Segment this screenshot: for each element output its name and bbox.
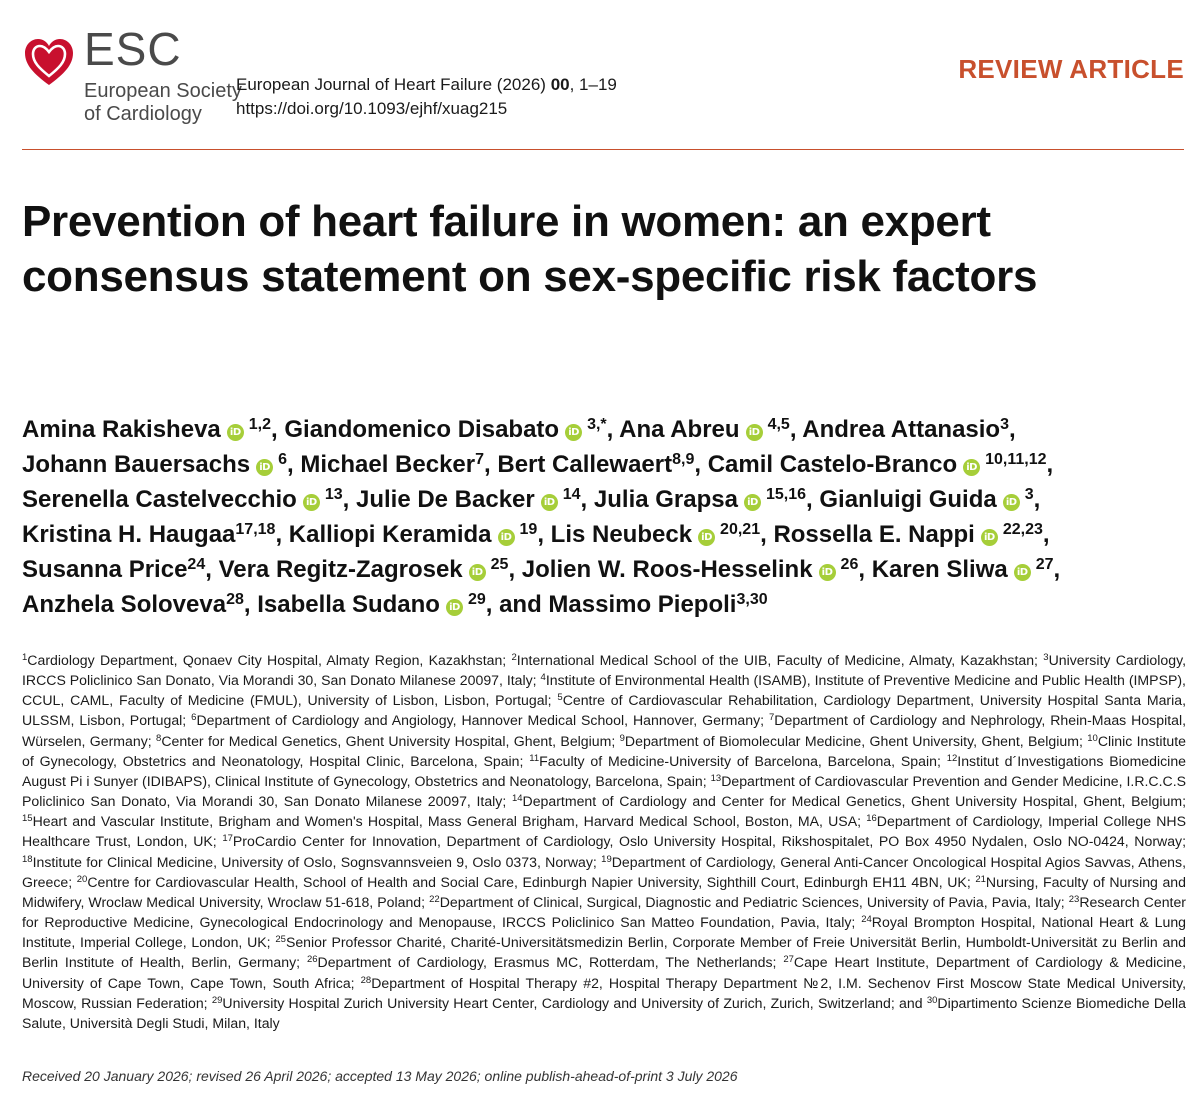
author-name[interactable]: Kristina H. Haugaa — [22, 521, 236, 548]
affiliation-text: Center for Medical Genetics, Ghent University Hospital, Ghent, Belgium; — [161, 732, 620, 749]
author-affiliation-ref: 3,30 — [736, 591, 768, 608]
affiliation-number: 3 — [1043, 652, 1049, 663]
affiliation-item — [22, 854, 601, 870]
author-affiliation-ref: 3 — [1000, 416, 1009, 433]
affiliation-text: Department of Cardiology and Angiology, Hannover Medical School, Hannover, Germany; — [196, 712, 769, 729]
author-affiliation-ref: 8,9 — [672, 451, 695, 468]
author — [872, 556, 1054, 583]
affiliation-text: Department of Cardiology, Imperial College NHS Healthcare Trust, London, UK; — [22, 813, 1187, 850]
orcid-icon[interactable]: iD — [565, 424, 582, 441]
author-affiliation-ref: 20,21 — [720, 521, 761, 538]
publication-dates: Received 20 January 2026; revised 26 April 2026; accepted 13 May 2026; online publish-ahead-of-print 3 July 2026 — [22, 1068, 738, 1084]
author — [819, 486, 1033, 513]
affiliation-item — [156, 733, 620, 749]
author-affiliation-ref: 4,5 — [767, 416, 790, 433]
author — [219, 556, 509, 583]
author-affiliation-ref: 27 — [1035, 556, 1054, 573]
author-name[interactable]: Anzhela Soloveva — [22, 591, 227, 618]
affiliation-text: Centre for Cardiovascular Health, School of Health and Social Care, Edinburgh Napier University, Sighthill Court, Edinburgh EH11 4BN, UK; — [87, 873, 976, 890]
author-affiliation-ref: 3 — [1024, 486, 1034, 503]
affiliation-item — [429, 894, 1069, 910]
author-name[interactable]: Johann Bauersachs — [22, 451, 251, 478]
author — [22, 556, 205, 583]
affiliation-number: 10 — [1087, 732, 1098, 744]
header-divider — [22, 149, 1184, 150]
author-name[interactable]: Massimo Piepoli — [548, 591, 737, 618]
logo-subtitle-line1: European Society — [84, 80, 242, 102]
author-separator: , and — [485, 591, 549, 618]
author — [802, 416, 1009, 443]
author-separator: , — [275, 521, 289, 548]
author-name[interactable]: Julie De Backer — [355, 486, 535, 513]
author-separator: , — [1033, 486, 1041, 513]
author-affiliation-ref: 7 — [475, 451, 485, 468]
author-affiliation-ref: 13 — [324, 486, 343, 503]
affiliations-block — [22, 650, 1186, 1033]
author — [522, 556, 859, 583]
affiliation-item — [77, 874, 976, 890]
logo-wordmark: ESC — [84, 23, 182, 75]
orcid-icon[interactable]: iD — [981, 529, 998, 546]
author — [548, 591, 767, 618]
affiliation-text: University Cardiology, IRCCS Policlinico San Donato, Via Morandi 30, San Donato Milanese 20097, Italy; — [22, 652, 1186, 689]
author-name[interactable]: Gianluigi Guida — [819, 486, 997, 513]
affiliation-text: ProCardio Center for Innovation, Department of Cardiology, Oslo University Hospital, Rikshospitalet, PO Box 4950 Nydalen, Oslo NO-0424, Norway; — [232, 833, 1186, 850]
author-name[interactable]: Amina Rakisheva — [22, 416, 221, 443]
page-header — [0, 0, 1200, 150]
orcid-icon[interactable]: iD — [698, 529, 715, 546]
author-separator: , — [1042, 521, 1050, 548]
author — [300, 451, 484, 478]
author-name[interactable]: Kalliopi Keramida — [288, 521, 492, 548]
affiliation-number: 14 — [511, 793, 523, 805]
affiliation-text: Department of Cardiovascular Prevention and Gender Medicine, I.R.C.C.S Policlinico San Donato, Via Morandi 30, San Donato Milanese 20097, Italy; — [22, 772, 1187, 810]
affiliation-text: Cardiology Department, Qonaev City Hospital, Almaty Region, Kazakhstan; — [27, 652, 512, 668]
author-separator: , — [606, 416, 620, 443]
author-affiliation-ref: 19 — [519, 521, 538, 538]
author-name[interactable]: Serenella Castelvecchio — [22, 486, 297, 513]
author-separator: , — [342, 486, 356, 513]
affiliation-number: 26 — [306, 954, 318, 966]
affiliation-number: 12 — [946, 752, 958, 764]
logo-subtitle-line2: of Cardiology — [84, 103, 202, 125]
author-separator: , — [1053, 556, 1061, 583]
author-separator: , — [271, 416, 285, 443]
author — [551, 521, 760, 548]
article-type-label: REVIEW ARTICLE — [958, 54, 1184, 84]
affiliation-number: 20 — [76, 873, 88, 885]
affiliation-text: Nursing, Faculty of Nursing and Midwifery, Wroclaw Medical University, Wroclaw 51-618, Poland; — [22, 873, 1186, 910]
author-name[interactable]: Ana Abreu — [619, 416, 740, 443]
orcid-icon[interactable]: iD — [1014, 564, 1031, 581]
affiliation-text: Research Center for Reproductive Medicine, Gynecological Endocrinology and Menopause, IRCCS Policlinico San Matteo Foundation, Pavia, Italy; — [22, 893, 1186, 931]
author — [619, 416, 790, 443]
affiliation-number: 17 — [222, 833, 233, 845]
author-affiliation-ref: 3,* — [587, 416, 607, 433]
affiliation-item — [620, 733, 1088, 749]
author — [497, 451, 694, 478]
orcid-icon[interactable]: iD — [541, 494, 558, 511]
author — [708, 451, 1047, 478]
affiliation-number: 16 — [866, 813, 877, 825]
affiliation-number: 11 — [529, 752, 540, 764]
affiliation-number: 15 — [22, 813, 33, 825]
orcid-icon[interactable]: iD — [256, 459, 273, 476]
affiliation-item — [212, 995, 927, 1011]
author-name[interactable]: Giandomenico Disabato — [284, 416, 560, 443]
affiliation-number: 25 — [275, 934, 286, 946]
author — [356, 486, 581, 513]
affiliation-text: Dipartimento Scienze Biomediche Della Salute, Università Degli Studi, Milan, Italy — [22, 994, 1186, 1031]
author-affiliation-ref: 22,23 — [1002, 521, 1043, 538]
orcid-icon[interactable]: iD — [469, 564, 486, 581]
author-list — [22, 412, 1192, 622]
author-separator: , — [484, 451, 498, 478]
author — [257, 591, 486, 618]
affiliation-item — [22, 652, 512, 668]
author — [289, 521, 538, 548]
affiliation-item — [512, 652, 1044, 668]
affiliation-number: 30 — [926, 994, 938, 1006]
author-separator: , — [1009, 416, 1016, 443]
affiliation-text: Department of Clinical, Surgical, Diagnostic and Pediatric Sciences, University of Pavia, Pavia, Italy; — [439, 893, 1069, 910]
affiliation-number: 21 — [975, 873, 986, 885]
author-affiliation-ref: 24 — [187, 556, 206, 573]
author-separator: , — [694, 451, 708, 478]
orcid-icon[interactable]: iD — [819, 564, 836, 581]
author-name[interactable]: Camil Castelo-Branco — [707, 451, 958, 478]
affiliation-item — [512, 793, 1186, 809]
orcid-icon[interactable]: iD — [303, 494, 320, 511]
affiliation-text: Department of Cardiology and Nephrology, Rhein-Maas Hospital, Würselen, Germany; — [22, 712, 1187, 749]
author-name[interactable]: Isabella Sudano — [257, 591, 440, 618]
author-affiliation-ref: 28 — [226, 591, 244, 608]
affiliation-number: 5 — [557, 692, 563, 704]
author — [22, 451, 287, 478]
orcid-icon[interactable]: iD — [1003, 494, 1020, 511]
affiliation-number: 8 — [156, 732, 162, 744]
author — [22, 486, 343, 513]
affiliation-number: 13 — [710, 772, 722, 784]
affiliation-text: Institute of Environmental Health (ISAMB), Institute of Preventive Medicine and Public Health (IMPSP), CCUL, CAML, Faculty of Medicine (FMUL), University of Lisbon, Lisbon, Portugal; — [22, 672, 1186, 709]
affiliation-text: Department of Hospital Therapy #2, Hospital Therapy Department №2, I.M. Sechenov First Moscow State Medical University, Moscow, Russian Federation; — [22, 974, 1187, 1011]
author-affiliation-ref: 10,11,12 — [985, 451, 1047, 468]
author-separator: , — [806, 486, 820, 513]
author-affiliation-ref: 17,18 — [235, 521, 276, 538]
affiliation-text: Faculty of Medicine-University of Barcelona, Barcelona, Spain; — [539, 752, 947, 769]
author — [773, 521, 1042, 548]
author-name[interactable]: Lis Neubeck — [550, 521, 693, 548]
journal-pages: , 1–19 — [569, 75, 617, 94]
affiliation-item — [529, 753, 946, 769]
author — [284, 416, 606, 443]
affiliation-text: Department of Cardiology, General Anti-Cancer Oncological Hospital Agios Savvas, Athens, Greece; — [22, 853, 1186, 890]
author-name[interactable]: Andrea Attanasio — [802, 416, 1001, 443]
author-separator: , — [287, 451, 301, 478]
esc-heart-icon — [22, 36, 76, 88]
affiliation-number: 7 — [769, 712, 775, 724]
affiliation-item — [307, 954, 783, 970]
affiliation-number: 27 — [783, 954, 794, 966]
author-separator: , — [760, 521, 774, 548]
journal-citation — [236, 73, 617, 97]
affiliation-number: 18 — [22, 853, 33, 865]
affiliation-text: Royal Brompton Hospital, National Heart & Lung Institute, Imperial College, London, UK; — [22, 914, 1187, 951]
author-affiliation-ref: 26 — [840, 556, 859, 573]
author-affiliation-ref: 1,2 — [248, 416, 272, 433]
author-name[interactable]: Jolien W. Roos-Hesselink — [521, 556, 813, 583]
orcid-icon[interactable]: iD — [744, 494, 761, 511]
affiliation-text: Centre of Cardiovascular Rehabilitation, Cardiology Department, University Hospital Santa Maria, ULSSM, Lisbon, Portugal; — [22, 692, 1186, 729]
affiliation-item — [222, 833, 1186, 849]
author-separator: , — [205, 556, 219, 583]
doi-link[interactable]: https://doi.org/10.1093/ejhf/xuag215 — [236, 99, 508, 118]
journal-name: European Journal of Heart Failure (2026) — [236, 75, 546, 94]
affiliation-text: Clinic Institute of Gynecology, Obstetrics and Neonatology, Hospital Clinic, Barcelona, Spain; — [22, 732, 1186, 769]
author-separator: , — [580, 486, 594, 513]
author-affiliation-ref: 15,16 — [765, 486, 807, 503]
affiliation-number: 4 — [540, 672, 546, 684]
affiliation-number: 19 — [601, 853, 612, 865]
affiliation-text: Department of Cardiology and Center for Medical Genetics, Ghent University Hospital, Ghent, Belgium; — [522, 793, 1186, 810]
affiliation-item — [22, 813, 866, 829]
affiliation-text: Department of Cardiology, Erasmus MC, Rotterdam, The Netherlands; — [317, 954, 784, 971]
orcid-icon[interactable]: iD — [227, 424, 244, 441]
author-affiliation-ref: 14 — [562, 486, 581, 503]
affiliation-number: 2 — [511, 652, 517, 663]
author-separator: , — [1046, 451, 1054, 478]
affiliation-number: 1 — [22, 652, 28, 663]
author-separator: , — [537, 521, 551, 548]
author-affiliation-ref: 25 — [490, 556, 509, 573]
author-separator: , — [858, 556, 872, 583]
affiliation-text: Senior Professor Charité, Charité-Universitätsmedizin Berlin, Corporate Member of Freie Universität Berlin, Humboldt-Universität zu Berlin and Berlin Institute of Health, Berlin, Germany; — [22, 934, 1187, 971]
affiliation-number: 29 — [211, 994, 223, 1006]
author-separator: , — [789, 416, 803, 443]
logo-subtitle — [84, 80, 254, 126]
affiliation-text: Institut d´Investigations Biomedicine August Pi i Sunyer (IDIBAPS), Clinical Institute of Gynecology, Obstetrics and Neonatology, Barcelona, Spain; — [22, 752, 1186, 789]
orcid-icon[interactable]: iD — [963, 459, 980, 476]
affiliation-number: 24 — [861, 914, 872, 926]
affiliation-text: Cape Heart Institute, Department of Cardiology & Medicine, University of Cape Town, Cape Town, South Africa; — [22, 954, 1186, 991]
author — [594, 486, 806, 513]
author-separator: , — [508, 556, 522, 583]
affiliation-number: 28 — [360, 974, 372, 986]
affiliation-text: Institute for Clinical Medicine, University of Oslo, Sognsvannsveien 9, Oslo 0373, Norway; — [32, 853, 602, 870]
author — [22, 521, 275, 548]
author-name[interactable]: Susanna Price — [22, 556, 188, 583]
author — [22, 416, 271, 443]
affiliation-text: University Hospital Zurich University Heart Center, Cardiology and University of Zurich, Zurich, Switzerland; and — [222, 994, 927, 1011]
author-affiliation-ref: 29 — [467, 591, 486, 608]
affiliation-number: 23 — [1068, 893, 1080, 905]
author-name[interactable]: Vera Regitz-Zagrosek — [218, 556, 463, 583]
orcid-icon[interactable]: iD — [446, 599, 463, 616]
author-name[interactable]: Bert Callewaert — [497, 451, 673, 478]
orcid-icon[interactable]: iD — [746, 424, 763, 441]
author — [22, 591, 244, 618]
journal-volume: 00 — [550, 75, 570, 94]
affiliation-number: 6 — [191, 712, 197, 724]
author-name[interactable]: Michael Becker — [300, 451, 476, 478]
affiliation-text: International Medical School of the UIB, Faculty of Medicine, Almaty, Kazakhstan; — [516, 652, 1044, 668]
affiliation-number: 9 — [619, 732, 625, 744]
author-name[interactable]: Julia Grapsa — [593, 486, 738, 513]
article-title: Prevention of heart failure in women: an expert consensus statement on sex-specific risk factors — [22, 197, 1038, 301]
orcid-icon[interactable]: iD — [498, 529, 515, 546]
affiliation-text: Department of Biomolecular Medicine, Ghent University, Ghent, Belgium; — [624, 732, 1088, 749]
affiliation-text: Heart and Vascular Institute, Brigham and Women's Hospital, Mass General Brigham, Harvard Medical School, Boston, MA, USA; — [32, 813, 867, 830]
author-separator: , — [243, 591, 258, 618]
author-affiliation-ref: 6 — [278, 451, 287, 468]
affiliation-number: 22 — [429, 893, 440, 905]
author-name[interactable]: Rossella E. Nappi — [773, 521, 975, 548]
author-name[interactable]: Karen Sliwa — [871, 556, 1008, 583]
affiliation-item — [191, 712, 769, 728]
